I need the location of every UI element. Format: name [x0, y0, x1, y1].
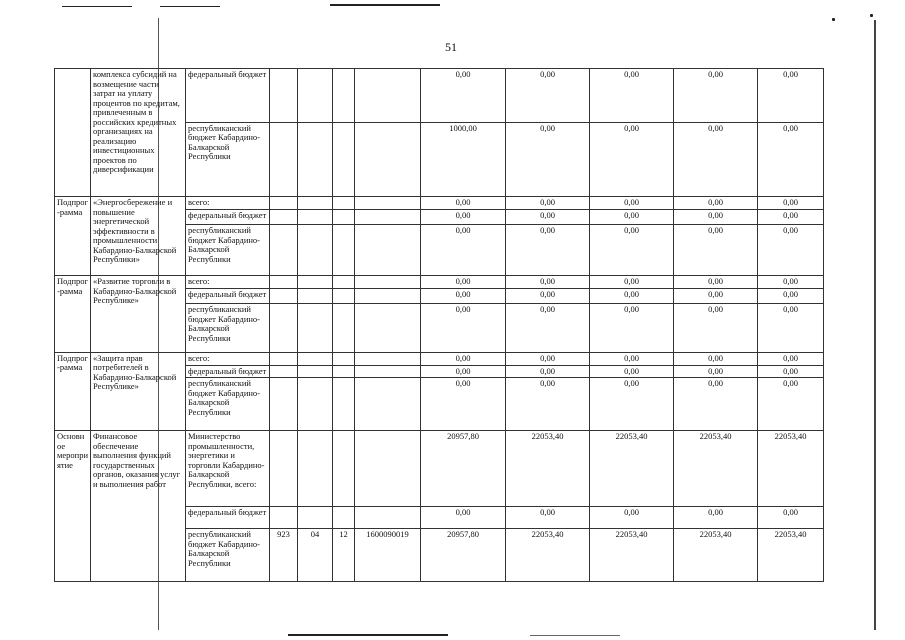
- value-cell: 0,00: [674, 276, 758, 289]
- page-number: 51: [445, 40, 457, 54]
- value-cell: 0,00: [506, 209, 590, 224]
- rz-cell: [298, 122, 333, 196]
- source-cell: республиканский бюджет Кабардино-Балкарской Республики: [186, 304, 270, 353]
- value-cell: 0,00: [758, 378, 824, 431]
- pr-cell: [333, 209, 355, 224]
- scan-right-edge: [874, 20, 876, 630]
- value-cell: 22053,40: [590, 431, 674, 506]
- csr-cell: [355, 365, 421, 378]
- csr-cell: 1600090019: [355, 529, 421, 582]
- table-row: [55, 431, 824, 506]
- grbs-cell: [270, 209, 298, 224]
- value-cell: 0,00: [590, 506, 674, 528]
- grbs-cell: [270, 352, 298, 365]
- name-cell: «Развитие торговли в Кабардино-Балкарской Республике»: [91, 276, 186, 353]
- rz-cell: [298, 506, 333, 528]
- scan-mark-top-2: [160, 6, 220, 7]
- csr-cell: [355, 225, 421, 276]
- pr-cell: [333, 431, 355, 506]
- value-cell: 0,00: [506, 304, 590, 353]
- value-cell: 0,00: [590, 352, 674, 365]
- name-cell: «Энергосбережение и повышение энергетической эффективности в промышленности Кабардино-Балкарской Республики»: [91, 197, 186, 276]
- value-cell: 0,00: [506, 506, 590, 528]
- value-cell: 0,00: [421, 197, 506, 210]
- value-cell: 22053,40: [674, 431, 758, 506]
- value-cell: 20957,80: [421, 529, 506, 582]
- value-cell: 0,00: [758, 225, 824, 276]
- value-cell: 0,00: [421, 304, 506, 353]
- name-cell: Финансовое обеспечение выполнения функций государственных органов, оказания услуг и выполнения работ: [91, 431, 186, 582]
- value-cell: 0,00: [758, 304, 824, 353]
- grbs-cell: [270, 122, 298, 196]
- source-cell: федеральный бюджет: [186, 69, 270, 123]
- value-cell: 0,00: [758, 209, 824, 224]
- name-cell: комплекса субсидий на возмещение части затрат на уплату процентов по кредитам, привлеченным в российских кредитных организациях на реализацию инвестиционных проектов по диверсификации: [91, 69, 186, 197]
- table-row: [55, 352, 824, 365]
- pr-cell: [333, 276, 355, 289]
- pr-cell: [333, 365, 355, 378]
- value-cell: 0,00: [421, 288, 506, 303]
- pr-cell: [333, 69, 355, 123]
- source-cell: федеральный бюджет: [186, 506, 270, 528]
- value-cell: 0,00: [758, 69, 824, 123]
- value-cell: 0,00: [421, 365, 506, 378]
- value-cell: 0,00: [421, 209, 506, 224]
- rz-cell: [298, 431, 333, 506]
- value-cell: 0,00: [590, 288, 674, 303]
- status-cell: Подпрог-рамма: [55, 352, 91, 430]
- csr-cell: [355, 122, 421, 196]
- source-cell: федеральный бюджет: [186, 365, 270, 378]
- grbs-cell: [270, 431, 298, 506]
- rz-cell: [298, 378, 333, 431]
- csr-cell: [355, 69, 421, 123]
- scan-mark-top-3: [330, 4, 440, 6]
- pr-cell: [333, 506, 355, 528]
- csr-cell: [355, 431, 421, 506]
- source-cell: федеральный бюджет: [186, 288, 270, 303]
- value-cell: 0,00: [674, 352, 758, 365]
- csr-cell: [355, 276, 421, 289]
- value-cell: 0,00: [674, 209, 758, 224]
- csr-cell: [355, 288, 421, 303]
- value-cell: 0,00: [421, 225, 506, 276]
- status-cell: Подпрог-рамма: [55, 276, 91, 353]
- source-cell: республиканский бюджет Кабардино-Балкарской Республики: [186, 529, 270, 582]
- value-cell: 0,00: [758, 365, 824, 378]
- value-cell: 0,00: [590, 122, 674, 196]
- csr-cell: [355, 209, 421, 224]
- scan-mark-bottom-2: [530, 635, 620, 636]
- budget-table: [54, 68, 824, 582]
- value-cell: 0,00: [758, 506, 824, 528]
- value-cell: 0,00: [421, 276, 506, 289]
- value-cell: 0,00: [674, 506, 758, 528]
- value-cell: 0,00: [590, 378, 674, 431]
- source-cell: всего:: [186, 276, 270, 289]
- pr-cell: [333, 225, 355, 276]
- value-cell: 0,00: [590, 304, 674, 353]
- grbs-cell: [270, 276, 298, 289]
- scan-speck-2: [870, 14, 873, 17]
- pr-cell: [333, 122, 355, 196]
- value-cell: 0,00: [506, 352, 590, 365]
- pr-cell: 12: [333, 529, 355, 582]
- value-cell: 0,00: [590, 365, 674, 378]
- grbs-cell: [270, 506, 298, 528]
- grbs-cell: [270, 365, 298, 378]
- grbs-cell: [270, 378, 298, 431]
- value-cell: 0,00: [421, 378, 506, 431]
- value-cell: 0,00: [674, 197, 758, 210]
- pr-cell: [333, 288, 355, 303]
- grbs-cell: [270, 69, 298, 123]
- table-row: [55, 276, 824, 289]
- source-cell: федеральный бюджет: [186, 209, 270, 224]
- table-row: [55, 69, 824, 123]
- csr-cell: [355, 197, 421, 210]
- grbs-cell: 923: [270, 529, 298, 582]
- grbs-cell: [270, 197, 298, 210]
- source-cell: Министерство промышленности, энергетики и торговли Кабардино-Балкарской Республики, всего:: [186, 431, 270, 506]
- value-cell: 20957,80: [421, 431, 506, 506]
- value-cell: 0,00: [506, 197, 590, 210]
- value-cell: 0,00: [506, 378, 590, 431]
- value-cell: 0,00: [506, 365, 590, 378]
- scan-mark-bottom: [288, 634, 448, 636]
- value-cell: 22053,40: [590, 529, 674, 582]
- value-cell: 22053,40: [758, 529, 824, 582]
- table-row: [55, 197, 824, 210]
- rz-cell: 04: [298, 529, 333, 582]
- value-cell: 0,00: [674, 304, 758, 353]
- value-cell: 0,00: [674, 225, 758, 276]
- value-cell: 0,00: [674, 365, 758, 378]
- value-cell: 0,00: [674, 69, 758, 123]
- value-cell: 0,00: [674, 378, 758, 431]
- value-cell: 0,00: [506, 69, 590, 123]
- value-cell: 0,00: [421, 506, 506, 528]
- scan-mark-top-1: [62, 6, 132, 7]
- source-cell: республиканский бюджет Кабардино-Балкарской Республики: [186, 378, 270, 431]
- value-cell: 0,00: [590, 197, 674, 210]
- value-cell: 0,00: [674, 122, 758, 196]
- value-cell: 1000,00: [421, 122, 506, 196]
- grbs-cell: [270, 304, 298, 353]
- grbs-cell: [270, 225, 298, 276]
- rz-cell: [298, 288, 333, 303]
- pr-cell: [333, 352, 355, 365]
- rz-cell: [298, 225, 333, 276]
- pr-cell: [333, 378, 355, 431]
- pr-cell: [333, 304, 355, 353]
- status-cell: [55, 69, 91, 197]
- value-cell: 0,00: [590, 209, 674, 224]
- scan-speck-1: [832, 18, 835, 21]
- rz-cell: [298, 352, 333, 365]
- value-cell: 0,00: [758, 197, 824, 210]
- source-cell: республиканский бюджет Кабардино-Балкарской Республики: [186, 122, 270, 196]
- rz-cell: [298, 276, 333, 289]
- value-cell: 0,00: [758, 288, 824, 303]
- value-cell: 0,00: [590, 276, 674, 289]
- csr-cell: [355, 506, 421, 528]
- value-cell: 0,00: [506, 288, 590, 303]
- value-cell: 0,00: [506, 225, 590, 276]
- rz-cell: [298, 197, 333, 210]
- grbs-cell: [270, 288, 298, 303]
- rz-cell: [298, 209, 333, 224]
- value-cell: 0,00: [421, 69, 506, 123]
- value-cell: 0,00: [758, 276, 824, 289]
- csr-cell: [355, 304, 421, 353]
- status-cell: Основное мероприятие: [55, 431, 91, 582]
- csr-cell: [355, 378, 421, 431]
- value-cell: 0,00: [506, 122, 590, 196]
- value-cell: 0,00: [758, 352, 824, 365]
- value-cell: 0,00: [590, 69, 674, 123]
- source-cell: всего:: [186, 197, 270, 210]
- value-cell: 22053,40: [506, 529, 590, 582]
- rz-cell: [298, 304, 333, 353]
- status-cell: Подпрог-рамма: [55, 197, 91, 276]
- value-cell: 22053,40: [758, 431, 824, 506]
- value-cell: 22053,40: [506, 431, 590, 506]
- value-cell: 0,00: [758, 122, 824, 196]
- rz-cell: [298, 69, 333, 123]
- name-cell: «Защита прав потребителей в Кабардино-Балкарской Республике»: [91, 352, 186, 430]
- source-cell: всего:: [186, 352, 270, 365]
- value-cell: 22053,40: [674, 529, 758, 582]
- value-cell: 0,00: [590, 225, 674, 276]
- value-cell: 0,00: [421, 352, 506, 365]
- value-cell: 0,00: [674, 288, 758, 303]
- rz-cell: [298, 365, 333, 378]
- csr-cell: [355, 352, 421, 365]
- source-cell: республиканский бюджет Кабардино-Балкарской Республики: [186, 225, 270, 276]
- pr-cell: [333, 197, 355, 210]
- value-cell: 0,00: [506, 276, 590, 289]
